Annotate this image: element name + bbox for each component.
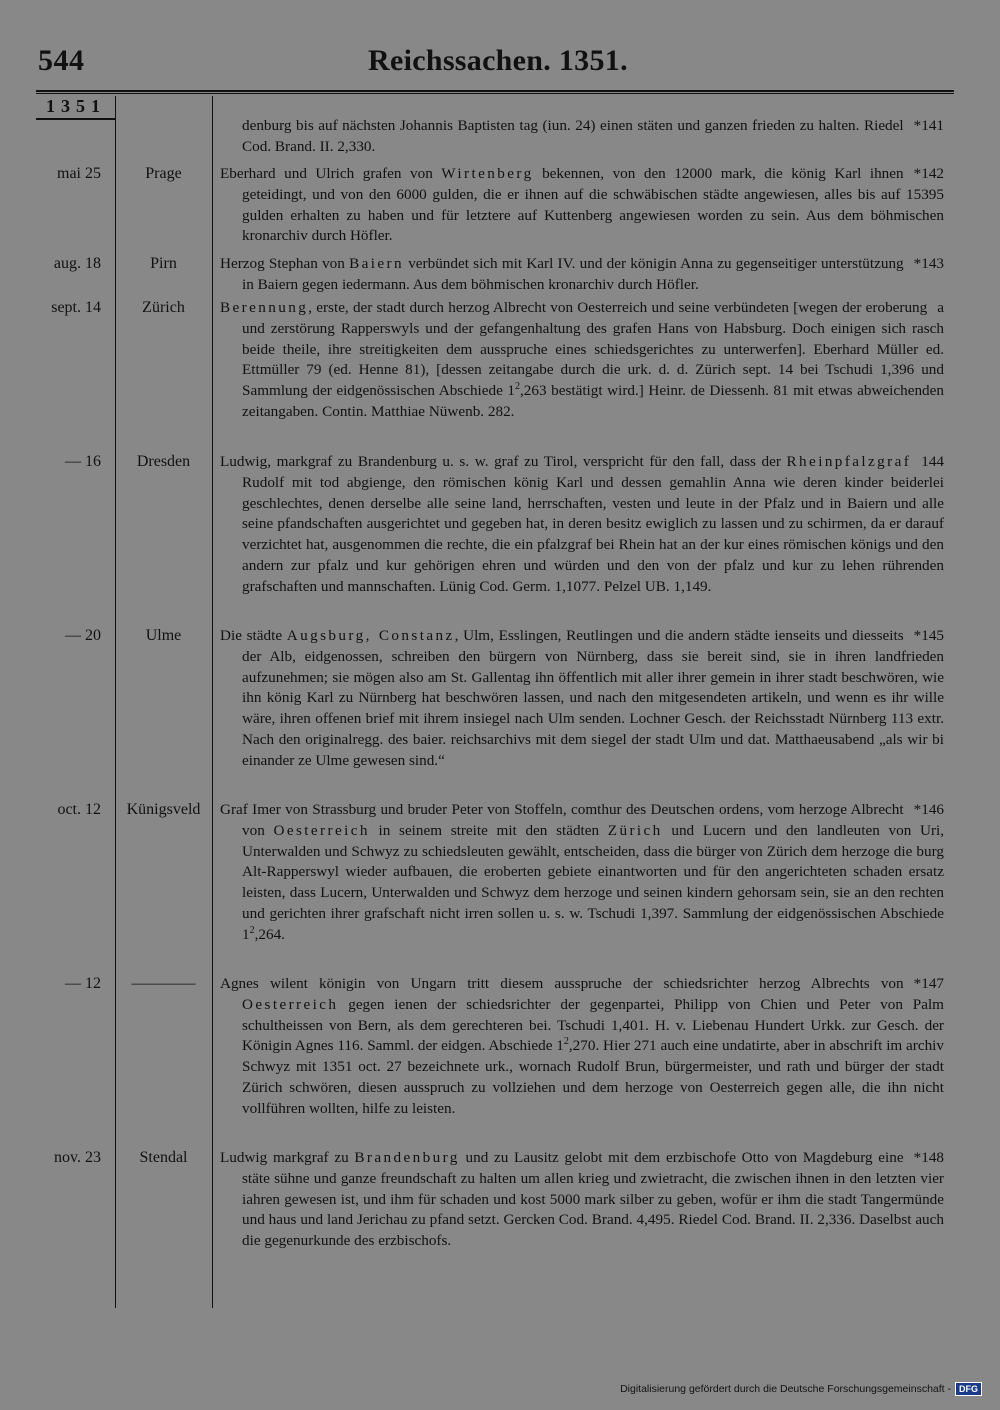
entry-date (0, 116, 115, 164)
entry-148 (0, 1148, 1000, 1280)
entry-place: Dresden (136, 453, 191, 470)
entry-place: Stendal (139, 1149, 188, 1166)
entry-text (212, 164, 944, 254)
entry-number: *145 (913, 627, 944, 644)
entry-a (0, 298, 1000, 452)
entry-spaced-name: Rheinpfalzgraf (786, 453, 912, 470)
entry-text (212, 298, 944, 452)
entry-superscript: 2 (515, 381, 520, 393)
entry-body: Agnes wilent königin von Ungarn tritt diesem ausspruche der schiedsrichter herzog Albrechts von (220, 975, 904, 992)
footer-credit-text: Digitalisierung gefördert durch die Deutsche Forschungsgemeinschaft - (620, 1383, 951, 1395)
entry-spaced-name: Berennung (220, 299, 309, 316)
entry-body: in seinem streite mit den städten (369, 821, 608, 839)
entry-body: Graf Imer von Strassburg und bruder Peter von Stoffeln, comthur des Deutschen ordens, vom herzoge Albrecht von (220, 801, 904, 839)
entry-text (212, 974, 944, 1148)
entry-body: verbündet sich mit Karl IV. und der königin Anna zu gegenseitiger unterstützung in Baiern gegen iedermann. Aus dem böhmischen kronarchiv durch Höfler. (242, 255, 904, 293)
entry-place: Ulme (145, 627, 182, 644)
entry-body: gegen ienen der schiedsrichter der gegenpartei, Philipp von Chien und Peter von Palm schultheissen von Bern, als dem gerechteren bei. Tschudi 1,401. H. v. Liebenau Hundert Urkk. zur Gesch. der Königin Agnes 116. Samml. der eidgen. Abschiede 1 (242, 995, 944, 1055)
entry-text (212, 800, 944, 974)
entry-143 (0, 254, 1000, 298)
entry-body: Herzog Stephan von (220, 255, 350, 272)
entry-superscript: 2 (249, 924, 255, 936)
entry-number: *146 (913, 801, 944, 818)
entry-place (115, 116, 212, 164)
entry-text (212, 254, 944, 298)
entry-spaced-name: Oesterreich (273, 821, 370, 839)
entry-text (212, 452, 944, 626)
entry-text (212, 1148, 944, 1280)
entry-spaced-name: Wirtenberg (441, 165, 534, 182)
entry-body: Eberhard und Ulrich grafen von (220, 165, 442, 182)
entry-142 (0, 164, 1000, 254)
entry-body: und zu Lausitz gelobt mit dem erzbischofe Otto von Magdeburg eine stäte sühne und ganze freundschaft zu halten um allen krieg und zwietracht, die zwischen ihnen in den letzten vier iahren gewesen ist, und ihm für schaden und kost 5000 mark silber zu geben, wofür er ihm die stadt Tangermünde und haus und land Jerichau zu pfand setzt. Gercken Cod. Brand. 4,495. Riedel Cod. Brand. II. 2,336. Daselbst auch die gegenurkunde des erzbischofs. (242, 1149, 944, 1250)
entry-date: oct. 12 (57, 801, 101, 818)
entry-body: denburg bis auf nächsten Johannis Baptisten tag (iun. 24) einen stäten und ganzen frieden zu halten. Riedel Cod. Brand. II. 2,330. (242, 117, 904, 155)
entry-144 (0, 452, 1000, 626)
entry-number: *142 (913, 165, 944, 182)
entry-spaced-name: Oesterreich (242, 995, 339, 1013)
entry-date: aug. 18 (53, 255, 101, 272)
year-label: 1351 (46, 96, 106, 116)
entry-text (212, 116, 944, 164)
header-rule (36, 90, 954, 94)
entry-spaced-name: Brandenburg (354, 1149, 460, 1166)
entry-number: *147 (913, 975, 944, 992)
entry-body: ,264. (254, 925, 285, 943)
entry-body: , Ulm, Esslingen, Reutlingen und die andern städte ienseits und diesseits der Alb, eidgenossen, schreiben den bürgern von Nürnberg, dass sie bereit sind, sie in ihren landfrieden aufzunehmen; sie mögen also am St. Gallentag ihn öffentlich mit aller ihrer gemein in ihrer stadt beschwören, wie ihn könig Karl zu Nürnberg hat beschwören lassen, und nach den mitgesendeten artikeln, und wenn es ihr wille wäre, ihren offenen brief mit ihrem insiegel nach Ulm senden. Lochner Gesch. der Reichsstadt Nürnberg 113 extr. Nach den originalregg. des baier. reichsarchivs mit dem siegel der stadt Ulm und dat. Matthaeusabend „als wir bi einander ze Ulme gewesen sind.“ (242, 627, 944, 769)
entry-date: — 20 (65, 627, 101, 644)
entry-place: Zürich (142, 299, 185, 316)
entry-date: mai 25 (57, 165, 101, 182)
entry-date: — 16 (65, 453, 101, 470)
entry-body: bekennen, von den 12000 mark, die könig Karl ihnen geteidingt, und von den 6000 gulden, die er ihnen auf die schwäbischen städte angewiesen, alles bis auf 15395 gulden erhalten zu haben und für letztere auf Kuttenberg angewiesen worden zu sein. Aus dem böhmischen kronarchiv durch Höfler. (242, 165, 944, 245)
entry-body: ,263 bestätigt wird.] Heinr. de Diessenh. 81 mit etwas abweichenden zeitangaben. Contin. Matthiae Nüwenb. 282. (242, 382, 944, 420)
entry-number: *141 (913, 117, 944, 134)
entry-place: Prage (145, 165, 182, 182)
entry-spaced-name: Augsburg, Constanz (286, 627, 455, 644)
entry-147 (0, 974, 1000, 1148)
entry-number: *148 (913, 1149, 944, 1166)
entries-list (0, 116, 1000, 1280)
entry-place: Pirn (150, 255, 177, 272)
dfg-logo-icon: DFG (955, 1382, 982, 1396)
entry-date: nov. 23 (54, 1149, 101, 1166)
entry-spaced-name: Zürich (607, 821, 663, 839)
entry-body: Ludwig markgraf zu (220, 1149, 355, 1166)
entry-spaced-name: Baiern (349, 255, 404, 272)
entry-number: 144 (921, 453, 944, 470)
entry-145 (0, 626, 1000, 800)
entry-body: , erste, der stadt durch herzog Albrecht von Oesterreich und seine verbündeten [wegen der eroberung und zerstörung Rapperswyls und der gefangenhaltung des grafen Hans von Habsburg. Doch einigen sich rasch beide theile, ihre streitigkeiten dem ausspruche eines schiedsgerichtes zu unterwerfen]. Eberhard Müller ed. Ettmüller 79 (ed. Henne 81), [dessen zeitangabe durch die urk. d. d. Zürich sept. 14 bei Tschudi 1,396 und Sammlung der eidgenössischen Abschiede 1 (242, 299, 944, 400)
entry-body: Ludwig, markgraf zu Brandenburg u. s. w. graf zu Tirol, verspricht für den fall, dass der (220, 453, 787, 470)
footer-credit (620, 1382, 982, 1396)
entry-date: — 12 (65, 975, 101, 992)
entry-body: Rudolf mit tod abgienge, den römischen könig Karl und dessen gemahlin Anna wie deren kinder beiderlei geschlechtes, denen derselbe alle seine land, herrschaften, vesten und leute in der Pfalz und in Baiern und alle seine pfandschaften ausgerichtet und gegeben hat, in deren besitz ewiglich zu lassen und zu schirmen, da er darauf verzichtet hat, ausgenommen die rechte, die ein pfalzgraf bei Rhein hat an der kur eines römischen königs und den andern zur pfalz und kur gehörigen ehren und würden und den von der pfalz und kur zu lehen rührenden grafschaften und mannschaften. Lünig Cod. Germ. 1,1077. Pelzel UB. 1,149. (242, 473, 944, 595)
entry-number: a (937, 299, 944, 316)
entry-text (212, 626, 944, 800)
entry-place: ———— (131, 975, 196, 992)
entry-number: *143 (913, 255, 944, 272)
entry-superscript: 2 (563, 1036, 569, 1048)
page-number: 544 (38, 44, 85, 77)
entry-body: ,270. Hier 271 auch eine undatirte, aber in abschrift im archiv Schwyz mit 1351 oct. 27 bezeichnete urk., wornach Rudolf Brun, bürgermeister, und rath und bürger der stadt Zürich schwören, diesen ausspruch zu vollziehen und dem herzoge von Oesterreich gegen alle, die ihn nicht vollführen wollten, hilfe zu leisten. (242, 1037, 944, 1117)
entry-body: Die städte (220, 627, 287, 644)
entry-body: und Lucern und den landleuten von Uri, Unterwalden und Schwyz zu schiedsleuten gewählt, entscheiden, dass die bürger von Zürich dem herzoge die burg Alt-Rapperswyl wieder aufbauen, die eroberten gebiete einantworten und für den angerichteten schaden ersatz leisten, dass Lucern, Unterwalden und Schwyz dem herzoge und seinen kindern gehorsam sein, sie an den rechten und gerichten ihrer grafschaft nicht irren sollen u. s. w. Tschudi 1,397. Sammlung der eidgenössischen Abschiede 1 (242, 821, 945, 943)
entry-date: sept. 14 (51, 299, 101, 316)
entry-146 (0, 800, 1000, 974)
page-title: Reichssachen. 1351. (368, 44, 628, 77)
entry-place: Künigsveld (126, 801, 201, 818)
entry-141 (0, 116, 1000, 164)
